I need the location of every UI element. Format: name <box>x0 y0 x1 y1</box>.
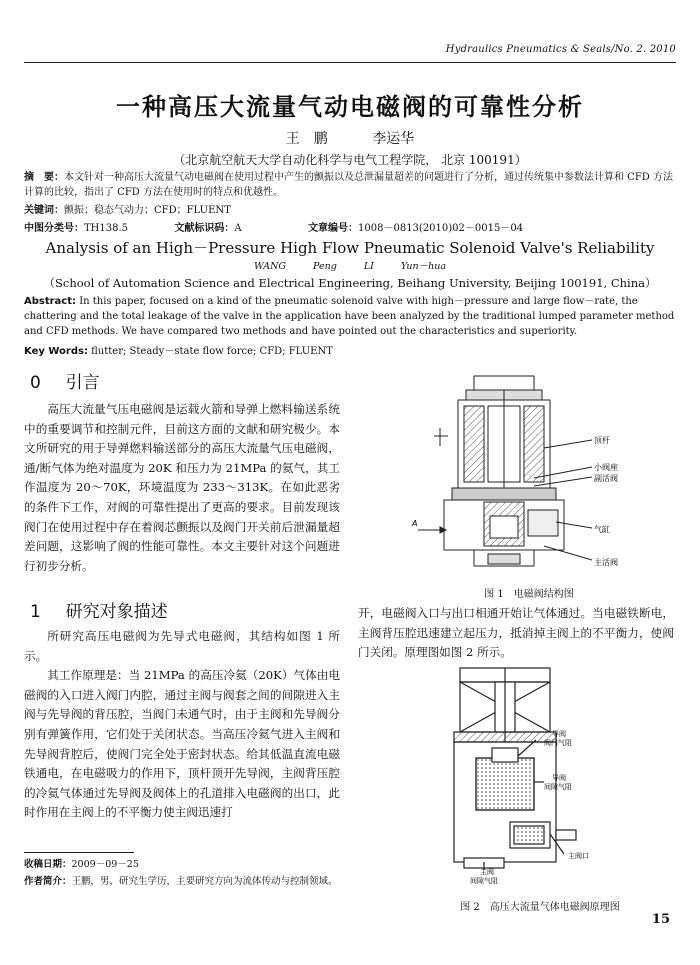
keywords-en <box>24 344 676 359</box>
author-bio-label: 作者简介： <box>24 876 72 887</box>
clc-value: TH138.5 <box>84 223 129 234</box>
title-en: Analysis of an High－Pressure High Flow Pneumatic Solenoid Valve's Reliability <box>45 239 655 257</box>
figure-2-label-main-port: 主阀口 <box>568 852 589 860</box>
page-number: 15 <box>651 912 670 927</box>
clc-label: 中图分类号： <box>24 223 84 234</box>
section-0-paragraph: 高压大流量气压电磁阀是运载火箭和导弹上燃料输送系统中的重要调节和控制元件，目前这方面的文献和研究极少。本文所研究的用于导弹燃料输送部分的高压大流量气压电磁阀，通/断气体为绝对温度为 20K 和压力为 21MPa 的氦气，其工作温度为 20～70K，环境温度为 233～313K。在如此恶劣的条件下工作，对阀的可靠性提出了更高的要求。目前发现该阀门在使用过程中存在着阀芯颤振以及阀门开关前后泄漏量超差问题，这影响了阀的性能可靠性。本文主要针对这个问题进行初步分析。 <box>24 402 340 573</box>
authors-en: WANG Peng LI Yun－hua <box>253 261 447 272</box>
classification-row <box>24 219 523 234</box>
abstract-en-text: In this paper, focused on a kind of the pneumatic solenoid valve with high－pressure and large flow－rate, the chattering and the total leakage of the valve in the application have been analyzed by the traditional lumped parameter method and CFD methods. We have compared two methods and have pointed out the characteristics and superiority. <box>24 296 675 337</box>
keywords-en-text: flutter; Steady－state flow force; CFD; FLUENT <box>91 346 333 357</box>
section-0-title: 引言 <box>65 373 100 393</box>
section-0-heading <box>30 368 100 393</box>
section-0-body <box>24 400 340 576</box>
author-bio-text: 王鹏，男，研究生学历，主要研究方向为流体传动与控制领域。 <box>71 876 338 887</box>
doc-code-label: 文献标识码： <box>174 223 235 234</box>
section-1-number: 1 <box>30 602 41 622</box>
affiliation-cn: （北京航空航天大学自动化科学与电气工程学院， 北京 100191） <box>173 153 527 167</box>
footnote-author <box>24 875 344 889</box>
abstract-en <box>24 294 676 339</box>
section-1-body <box>24 627 340 823</box>
figure-1-label-cylinder: 气缸 <box>594 525 610 534</box>
figure-1-label-main-valve: 主活阀 <box>594 558 618 567</box>
abstract-cn-text: 本文针对一种高压大流量气动电磁阀在使用过程中产生的颤振以及总泄漏量超差的问题进行了分析，通过传统集中参数法计算和 CFD 方法计算的比较，指出了 CFD 方法在使用时的特点和优越性。 <box>24 172 673 198</box>
received-label: 收稿日期： <box>24 859 72 870</box>
affiliation-en: （School of Automation Science and Electrical Engineering, Beihang University, Beijing 100191, China） <box>43 276 657 290</box>
abstract-cn <box>24 170 676 200</box>
figure-1-solenoid-valve-drawing <box>404 370 654 575</box>
section-1-heading <box>30 597 168 622</box>
right-column-text <box>358 604 674 663</box>
figure-2-label-pilot-clearance: 导阀间隙气阻 <box>544 774 572 791</box>
figure-1-label-sub-valve: 副活阀 <box>594 474 618 483</box>
journal-header: Hydraulics Pneumatics & Seals/No. 2. 2010 <box>445 44 676 55</box>
figure-2-label-main-gap: 主阀间隙气阻 <box>470 868 498 884</box>
header-rule <box>24 62 676 63</box>
article-number-value: 1008－0813(2010)02－0015－04 <box>358 223 524 234</box>
authors-cn: 王 鹏 李运华 <box>285 131 415 147</box>
figure-1-label-ejector: 顶杆 <box>594 436 610 445</box>
received-date: 2009－09－25 <box>71 859 139 870</box>
doc-code-value: A <box>234 223 242 234</box>
section-1-paragraph-1: 所研究高压电磁阀为先导式电磁阀，其结构如图 1 所示。 <box>24 629 340 663</box>
figure-1-label-A: A <box>412 519 418 528</box>
section-0-number: 0 <box>30 373 41 393</box>
figure-2-principle-diagram <box>440 662 640 884</box>
figure-1-caption: 图 1 电磁阀结构图 <box>484 589 574 600</box>
abstract-cn-label: 摘 要： <box>24 172 64 183</box>
section-1-paragraph-2: 其工作原理是：当 21MPa 的高压冷氦（20K）气体由电磁阀的入口进入阀门内腔，通过主阀与阀套之间的间隙进入主阀与先导阀的背压腔，当阀门未通气时，由于主阀和先导阀分别有弹簧作用，它们处于关闭状态。当高压冷氦气进入主阀和先导阀背腔后，使阀门完全处于密封状态。给其低温直流电磁铁通电，在电磁吸力的作用下，顶杆顶开先导阀，主阀背压腔的冷氦气体通过先导阀及阀体上的孔道排入电磁阀的出口，此时作用在主阀上的不平衡力使主阀迅速打 <box>24 668 340 820</box>
keywords-cn-text: 颤振；稳态气动力；CFD；FLUENT <box>64 205 231 216</box>
keywords-cn-label: 关键词： <box>24 205 64 216</box>
abstract-en-label: Abstract: <box>24 296 77 307</box>
footnote-rule <box>24 852 134 853</box>
right-column-paragraph: 开，电磁阀入口与出口相通开始让气体通过。当电磁铁断电，主阀背压腔迅速建立起压力，抵消掉主阀上的不平衡力，使阀门关闭。原理图如图 2 所示。 <box>358 606 674 660</box>
figure-2-label-pilot-gap: 导阀阀门气阻 <box>544 730 572 747</box>
figure-2-caption: 图 2 高压大流量气体电磁阀原理图 <box>460 902 620 913</box>
figure-1-label-small-seat: 小阀座 <box>594 463 618 472</box>
article-number-label: 文章编号： <box>308 223 359 234</box>
keywords-cn <box>24 203 676 218</box>
footnote-received <box>24 858 344 872</box>
keywords-en-label: Key Words: <box>24 346 88 357</box>
section-1-title: 研究对象描述 <box>65 602 168 622</box>
title-cn: 一种高压大流量气动电磁阀的可靠性分析 <box>116 93 584 121</box>
